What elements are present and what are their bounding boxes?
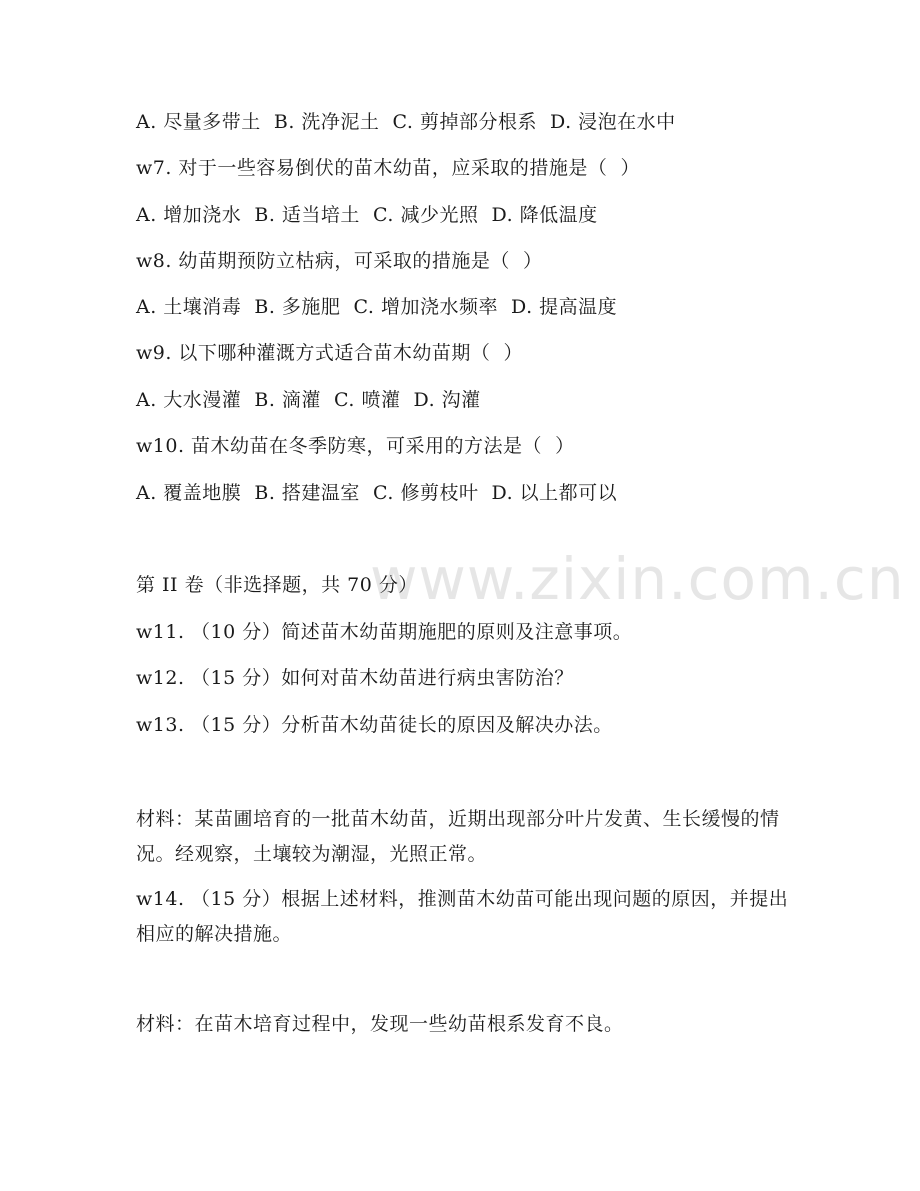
q8-options: A. 土壤消毒 B. 多施肥 C. 增加浇水频率 D. 提高温度	[136, 296, 618, 318]
q7-options: A. 增加浇水 B. 适当培土 C. 减少光照 D. 降低温度	[136, 204, 598, 226]
question-8: w8. 幼苗期预防立枯病，可采取的措施是（ ）	[136, 250, 543, 272]
material-1: 材料：某苗圃培育的一批苗木幼苗，近期出现部分叶片发黄、生长缓慢的情况。经观察，土壤较为潮湿，光照正常。	[136, 808, 780, 865]
question-9: w9. 以下哪种灌溉方式适合苗木幼苗期（ ）	[136, 342, 524, 364]
question-7: w7. 对于一些容易倒伏的苗木幼苗，应采取的措施是（ ）	[136, 157, 641, 179]
material-2: 材料：在苗木培育过程中，发现一些幼苗根系发育不良。	[136, 1013, 624, 1035]
section-2-title: 第 II 卷（非选择题，共 70 分）	[136, 574, 418, 596]
watermark: www.zixin.com.cn	[370, 545, 905, 613]
question-10: w10. 苗木幼苗在冬季防寒，可采用的方法是（ ）	[136, 435, 575, 457]
q9-options: A. 大水漫灌 B. 滴灌 C. 喷灌 D. 沟灌	[136, 389, 481, 411]
q10-options: A. 覆盖地膜 B. 搭建温室 C. 修剪枝叶 D. 以上都可以	[136, 482, 618, 504]
question-11: w11. （10 分）简述苗木幼苗期施肥的原则及注意事项。	[136, 621, 633, 643]
question-14: w14. （15 分）根据上述材料，推测苗木幼苗可能出现问题的原因，并提出相应的解决措施。	[136, 888, 789, 945]
q6-options: A. 尽量多带土 B. 洗净泥土 C. 剪掉部分根系 D. 浸泡在水中	[136, 111, 676, 133]
question-12: w12. （15 分）如何对苗木幼苗进行病虫害防治？	[136, 667, 574, 689]
question-13: w13. （15 分）分析苗木幼苗徒长的原因及解决办法。	[136, 714, 613, 736]
